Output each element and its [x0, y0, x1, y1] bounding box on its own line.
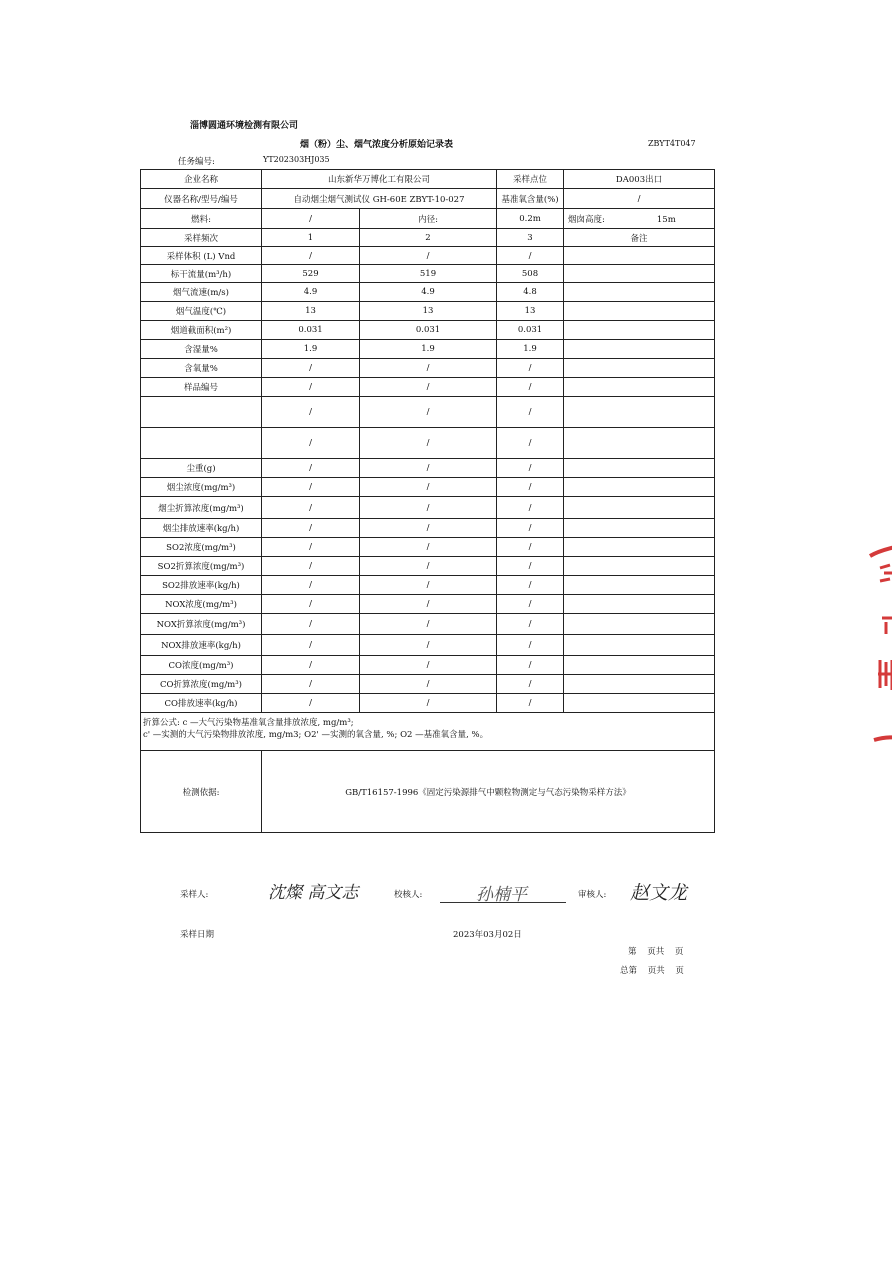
frequency-1: 1 — [262, 229, 360, 247]
frequency-label: 采样频次 — [141, 229, 262, 247]
value-run-1: / — [262, 378, 360, 397]
value-run-2: / — [360, 497, 497, 519]
basis-row — [141, 751, 715, 833]
table-row — [141, 265, 715, 283]
value-run-3: / — [497, 635, 564, 656]
total-page-number: 总第 页共 页 — [620, 966, 684, 976]
table-row — [141, 635, 715, 656]
value-run-3: / — [497, 378, 564, 397]
value-run-1: / — [262, 595, 360, 614]
value-run-2: / — [360, 656, 497, 675]
enterprise-label: 企业名称 — [141, 170, 262, 189]
value-run-3: / — [497, 557, 564, 576]
table-row — [141, 694, 715, 713]
reviewer-signature: 赵文龙 — [630, 882, 688, 904]
sampler-label: 采样人: — [180, 890, 209, 900]
remark-cell — [564, 614, 715, 635]
value-run-3: / — [497, 595, 564, 614]
fuel-value: / — [262, 209, 360, 229]
value-run-3: / — [497, 538, 564, 557]
row-label: SO2排放速率(kg/h) — [141, 576, 262, 595]
remark-cell — [564, 694, 715, 713]
value-run-3: / — [497, 478, 564, 497]
value-run-2: / — [360, 595, 497, 614]
row-label — [141, 428, 262, 459]
row-label: 烟尘折算浓度(mg/m³) — [141, 497, 262, 519]
table-row — [141, 478, 715, 497]
value-run-1: / — [262, 428, 360, 459]
value-run-2: / — [360, 247, 497, 265]
remark-cell — [564, 519, 715, 538]
red-seal-stamp — [860, 540, 892, 745]
row-label: 样品编号 — [141, 378, 262, 397]
remark-cell — [564, 340, 715, 359]
chimney-label: 烟囱高度: — [568, 214, 605, 225]
remark-cell — [564, 497, 715, 519]
value-run-3: / — [497, 359, 564, 378]
value-run-2: 0.031 — [360, 321, 497, 340]
value-run-3: / — [497, 656, 564, 675]
value-run-2: 13 — [360, 302, 497, 321]
remark-cell — [564, 397, 715, 428]
remark-cell — [564, 459, 715, 478]
diameter-value: 0.2m — [497, 209, 564, 229]
basis-label: 检测依据: — [141, 751, 262, 833]
remark-cell — [564, 265, 715, 283]
row-label: 尘重(g) — [141, 459, 262, 478]
value-run-3: / — [497, 397, 564, 428]
remark-cell — [564, 595, 715, 614]
document-number: ZBYT4T047 — [648, 139, 696, 148]
chimney-height — [564, 209, 715, 229]
value-run-1: / — [262, 497, 360, 519]
table-row — [141, 397, 715, 428]
table-row — [141, 614, 715, 635]
table-row — [141, 321, 715, 340]
row-label: 烟尘排放速率(kg/h) — [141, 519, 262, 538]
value-run-3: 0.031 — [497, 321, 564, 340]
instrument-value: 自动烟尘烟气测试仪 GH-60E ZBYT-10-027 — [262, 189, 497, 209]
instrument-label: 仪器名称/型号/编号 — [141, 189, 262, 209]
remark-cell — [564, 557, 715, 576]
value-run-1: / — [262, 635, 360, 656]
checker-signature: 孙楠平 — [476, 885, 527, 905]
task-number-label: 任务编号: — [178, 157, 215, 167]
form-title: 烟（粉）尘、烟气浓度分析原始记录表 — [300, 140, 454, 150]
reviewer-label: 审核人: — [578, 890, 607, 900]
row-label: CO浓度(mg/m³) — [141, 656, 262, 675]
row-label: 烟气流速(m/s) — [141, 283, 262, 302]
value-run-2: / — [360, 478, 497, 497]
row-label: CO排放速率(kg/h) — [141, 694, 262, 713]
value-run-3: 508 — [497, 265, 564, 283]
sampling-date-label: 采样日期 — [180, 930, 215, 940]
value-run-2: / — [360, 378, 497, 397]
row-label: 采样体积 (L) Vnd — [141, 247, 262, 265]
row-label: NOX浓度(mg/m³) — [141, 595, 262, 614]
company-name: 淄博圆通环境检测有限公司 — [190, 121, 299, 131]
formula-row — [141, 713, 715, 751]
page-number: 第 页共 页 — [628, 947, 684, 957]
value-run-2: / — [360, 538, 497, 557]
enterprise-value: 山东新华万博化工有限公司 — [262, 170, 497, 189]
value-run-2: / — [360, 694, 497, 713]
table-row — [141, 519, 715, 538]
value-run-1: / — [262, 359, 360, 378]
checker-label: 校核人: — [394, 890, 423, 900]
value-run-1: 1.9 — [262, 340, 360, 359]
row-label: 含湿量% — [141, 340, 262, 359]
value-run-2: / — [360, 519, 497, 538]
remark-cell — [564, 247, 715, 265]
basis-text: GB/T16157-1996《固定污染源排气中颗粒物测定与气态污染物采样方法》 — [262, 751, 715, 833]
table-row — [141, 675, 715, 694]
row-label: 烟气温度(℃) — [141, 302, 262, 321]
table-row — [141, 340, 715, 359]
row-label: 烟尘浓度(mg/m³) — [141, 478, 262, 497]
value-run-3: 4.8 — [497, 283, 564, 302]
value-run-3: / — [497, 519, 564, 538]
value-run-1: / — [262, 557, 360, 576]
remark-cell — [564, 656, 715, 675]
row-label: CO折算浓度(mg/m³) — [141, 675, 262, 694]
oxygen-base-value: / — [564, 189, 715, 209]
value-run-1: / — [262, 614, 360, 635]
sampling-point-value: DA003出口 — [564, 170, 715, 189]
table-row — [141, 302, 715, 321]
fuel-row — [141, 209, 715, 229]
value-run-3: / — [497, 614, 564, 635]
value-run-1: / — [262, 459, 360, 478]
row-label: NOX排放速率(kg/h) — [141, 635, 262, 656]
formula-line-1: 折算公式: c —大气污染物基准氧含量排放浓度, mg/m³; — [143, 718, 354, 728]
task-number: YT202303HJ035 — [263, 155, 330, 164]
remark-cell — [564, 283, 715, 302]
table-row — [141, 247, 715, 265]
value-run-3: / — [497, 675, 564, 694]
chimney-value: 15m — [656, 214, 676, 225]
value-run-1: / — [262, 576, 360, 595]
value-run-3: / — [497, 497, 564, 519]
table-row — [141, 557, 715, 576]
row-label: SO2浓度(mg/m³) — [141, 538, 262, 557]
value-run-3: 1.9 — [497, 340, 564, 359]
value-run-2: / — [360, 635, 497, 656]
value-run-3: / — [497, 247, 564, 265]
row-label: SO2折算浓度(mg/m³) — [141, 557, 262, 576]
remark-cell — [564, 302, 715, 321]
value-run-3: / — [497, 576, 564, 595]
value-run-3: / — [497, 694, 564, 713]
value-run-1: 529 — [262, 265, 360, 283]
remark-cell — [564, 576, 715, 595]
value-run-1: / — [262, 694, 360, 713]
oxygen-base-label: 基准氧含量(%) — [497, 189, 564, 209]
sampler-signature: 沈燦 高文志 — [268, 883, 359, 903]
remark-label: 备注 — [564, 229, 715, 247]
value-run-3: / — [497, 459, 564, 478]
record-table — [140, 169, 715, 833]
row-label: 烟道截面积(m²) — [141, 321, 262, 340]
sampling-date: 2023年03月02日 — [453, 930, 522, 940]
value-run-2: / — [360, 614, 497, 635]
value-run-2: / — [360, 675, 497, 694]
remark-cell — [564, 321, 715, 340]
remark-cell — [564, 635, 715, 656]
value-run-1: / — [262, 397, 360, 428]
row-label: 含氧量% — [141, 359, 262, 378]
value-run-1: / — [262, 247, 360, 265]
frequency-row — [141, 229, 715, 247]
remark-cell — [564, 675, 715, 694]
value-run-1: / — [262, 656, 360, 675]
value-run-2: / — [360, 397, 497, 428]
remark-cell — [564, 428, 715, 459]
table-row — [141, 283, 715, 302]
value-run-2: / — [360, 359, 497, 378]
value-run-2: 4.9 — [360, 283, 497, 302]
value-run-3: 13 — [497, 302, 564, 321]
sampling-point-label: 采样点位 — [497, 170, 564, 189]
fuel-label: 燃料: — [141, 209, 262, 229]
instrument-row — [141, 189, 715, 209]
value-run-2: / — [360, 459, 497, 478]
table-row — [141, 656, 715, 675]
enterprise-row — [141, 170, 715, 189]
remark-cell — [564, 359, 715, 378]
value-run-1: 0.031 — [262, 321, 360, 340]
diameter-label: 内径: — [360, 209, 497, 229]
table-row — [141, 538, 715, 557]
value-run-2: / — [360, 428, 497, 459]
value-run-2: 519 — [360, 265, 497, 283]
value-run-2: / — [360, 576, 497, 595]
row-label — [141, 397, 262, 428]
formula-cell — [141, 713, 715, 751]
remark-cell — [564, 538, 715, 557]
remark-cell — [564, 378, 715, 397]
frequency-3: 3 — [497, 229, 564, 247]
value-run-1: 13 — [262, 302, 360, 321]
value-run-2: 1.9 — [360, 340, 497, 359]
value-run-1: / — [262, 478, 360, 497]
frequency-2: 2 — [360, 229, 497, 247]
value-run-1: 4.9 — [262, 283, 360, 302]
value-run-1: / — [262, 538, 360, 557]
row-label: 标干流量(m³/h) — [141, 265, 262, 283]
table-row — [141, 459, 715, 478]
table-row — [141, 359, 715, 378]
table-row — [141, 576, 715, 595]
table-row — [141, 428, 715, 459]
formula-line-2: c' —实测的大气污染物排放浓度, mg/m3; O2' —实测的氧含量, %; O2 —基准氧含量, %。 — [143, 730, 489, 740]
remark-cell — [564, 478, 715, 497]
row-label: NOX折算浓度(mg/m³) — [141, 614, 262, 635]
value-run-3: / — [497, 428, 564, 459]
signature-row — [140, 878, 714, 910]
value-run-1: / — [262, 675, 360, 694]
table-row — [141, 497, 715, 519]
value-run-1: / — [262, 519, 360, 538]
value-run-2: / — [360, 557, 497, 576]
table-row — [141, 378, 715, 397]
table-row — [141, 595, 715, 614]
